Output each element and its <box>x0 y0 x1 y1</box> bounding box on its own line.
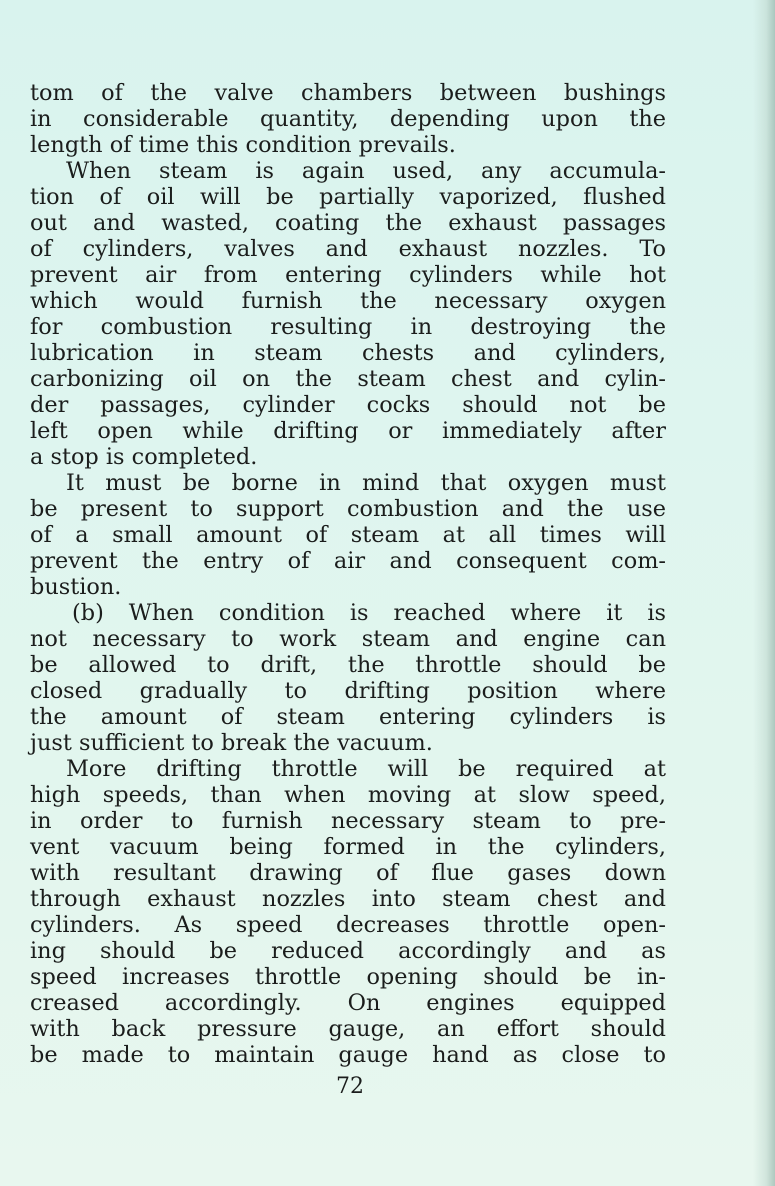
text-line: ing should be reduced accordingly and as <box>30 938 666 964</box>
text-line: cylinders. As speed decreases throttle open- <box>30 912 666 938</box>
text-line: (b) When condition is reached where it is <box>72 600 666 626</box>
text-line: carbonizing oil on the steam chest and cylin- <box>30 366 666 392</box>
text-line: tom of the valve chambers between bushings <box>30 80 666 106</box>
text-line: length of time this condition prevails. <box>30 132 456 158</box>
text-line: in order to furnish necessary steam to pre- <box>30 808 666 834</box>
text-line: a stop is completed. <box>30 444 258 470</box>
text-line: for combustion resulting in destroying the <box>30 314 666 340</box>
text-line: bustion. <box>30 574 122 600</box>
text-line: in considerable quantity, depending upon the <box>30 106 666 132</box>
text-line: vent vacuum being formed in the cylinders, <box>30 834 666 860</box>
text-line: prevent the entry of air and consequent com- <box>30 548 666 574</box>
text-line: with resultant drawing of flue gases down <box>30 860 666 886</box>
text-line: tion of oil will be partially vaporized, flushed <box>30 184 666 210</box>
text-line: be allowed to drift, the throttle should be <box>30 652 666 678</box>
text-line: out and wasted, coating the exhaust passages <box>30 210 666 236</box>
text-line: be made to maintain gauge hand as close to <box>30 1042 666 1068</box>
text-line: of cylinders, valves and exhaust nozzles. To <box>30 236 666 262</box>
text-line: just sufficient to break the vacuum. <box>30 730 433 756</box>
text-line: prevent air from entering cylinders while hot <box>30 262 666 288</box>
text-line: through exhaust nozzles into steam chest and <box>30 886 666 912</box>
text-line: der passages, cylinder cocks should not be <box>30 392 666 418</box>
text-line: It must be borne in mind that oxygen must <box>66 470 666 496</box>
text-line: be present to support combustion and the use <box>30 496 666 522</box>
text-line: the amount of steam entering cylinders is <box>30 704 666 730</box>
text-line: which would furnish the necessary oxygen <box>30 288 666 314</box>
text-line: lubrication in steam chests and cylinders, <box>30 340 666 366</box>
text-line: speed increases throttle opening should be in- <box>30 964 666 990</box>
body-text <box>30 80 666 1068</box>
text-line: not necessary to work steam and engine can <box>30 626 666 652</box>
text-line: with back pressure gauge, an effort should <box>30 1016 666 1042</box>
text-line: closed gradually to drifting position where <box>30 678 666 704</box>
text-line: More drifting throttle will be required at <box>66 756 666 782</box>
page-edge-shadow <box>753 0 775 1186</box>
text-line: When steam is again used, any accumula- <box>66 158 666 184</box>
text-line: of a small amount of steam at all times will <box>30 522 666 548</box>
text-line: high speeds, than when moving at slow speed, <box>30 782 666 808</box>
text-line: creased accordingly. On engines equipped <box>30 990 666 1016</box>
page-number: 72 <box>336 1074 364 1099</box>
text-line: left open while drifting or immediately after <box>30 418 666 444</box>
